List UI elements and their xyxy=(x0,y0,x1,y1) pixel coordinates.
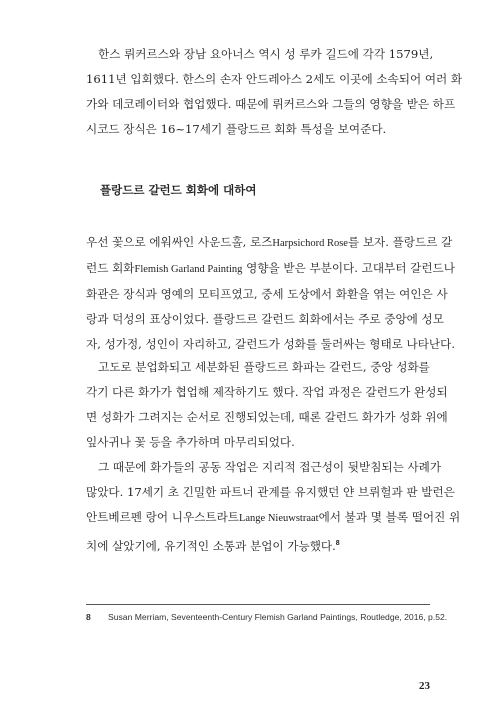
text-line: 랑과 덕성의 표상이었다. 플랑드르 갈런드 회화에서는 주로 중앙에 성모 xyxy=(86,312,444,326)
footnote-reference[interactable]: 8 xyxy=(335,540,340,547)
text-line: 화관은 장식과 영예의 모티프였고, 중세 도상에서 화환을 엮는 여인은 사 xyxy=(86,287,448,301)
paragraph-3 xyxy=(86,455,461,559)
text-line xyxy=(86,531,430,559)
footnote xyxy=(86,612,448,622)
paragraph-2 xyxy=(86,355,448,455)
text-line xyxy=(86,230,453,256)
text-run: 우선 꽃으로 에워싸인 사운드홀, 로즈 xyxy=(86,235,273,249)
text-line: 한스 뤼커르스와 장남 요아너스 역시 성 루카 길드에 각각 1579년, xyxy=(98,47,434,61)
text-line: 많았다. 17세기 초 긴밀한 파트너 관계를 유지했던 얀 브뤼헐과 판 발런은 xyxy=(86,485,455,499)
text-line: 가와 데코레이터와 협업했다. 때문에 뤼커르스와 그들의 영향을 받은 하프 xyxy=(86,97,456,111)
text-run: 런드 회화 xyxy=(86,261,135,275)
text-run: 영향을 받은 부분이다. 고대부터 갈런드나 xyxy=(242,261,455,275)
text-line: 고도로 분업화되고 세분화된 플랑드르 화파는 갈런드, 중앙 성화를 xyxy=(98,360,430,374)
text-line xyxy=(86,256,455,282)
text-line xyxy=(86,505,461,531)
latin-term: Flemish Garland Painting xyxy=(134,264,243,275)
latin-term: Lange Nieuwstraat xyxy=(238,513,319,524)
footnote-number: 8 xyxy=(86,612,91,622)
text-line: 면 성화가 그려지는 순서로 진행되었는데, 때론 갈런드 화가가 성화 위에 xyxy=(86,410,448,424)
text-line: 자, 성가정, 성인이 자리하고, 갈런드가 성화를 둘러싸는 형태로 나타난다. xyxy=(86,337,456,351)
footnote-text: Susan Merriam, Seventeenth-Century Flemish Garland Paintings, Routledge, 2016, p.52. xyxy=(108,612,448,622)
paragraph-1 xyxy=(86,230,456,357)
latin-term: Harpsichord Rose xyxy=(272,238,348,249)
text-line: 잎사귀나 꽃 등을 추가하며 마무리되었다. xyxy=(86,435,295,449)
text-run: 를 보자. 플랑드르 갈 xyxy=(347,235,453,249)
section-heading: 플랑드르 갈런드 회화에 대하여 xyxy=(100,183,257,197)
text-line: 각기 다른 화가가 협업해 제작하기도 했다. 작업 과정은 갈런드가 완성되 xyxy=(86,385,448,399)
text-run: 안트베르펜 랑어 니우스트라트 xyxy=(86,510,239,524)
text-run: 치에 살았기에, 유기적인 소통과 분업이 가능했다. xyxy=(86,538,336,553)
text-line: 1611년 입회했다. 한스의 손자 안드레아스 2세도 이곳에 소속되어 여러 화 xyxy=(86,72,463,86)
text-line: 시코드 장식은 16~17세기 플랑드르 회화 특성을 보여준다. xyxy=(86,122,387,136)
intro-paragraph xyxy=(86,42,463,142)
text-run: 에서 불과 몇 블록 떨어진 위 xyxy=(318,510,461,524)
page-number: 23 xyxy=(419,680,430,692)
footnote-divider xyxy=(86,604,430,605)
text-line: 그 때문에 화가들의 공동 작업은 지리적 접근성이 뒷받침되는 사례가 xyxy=(98,460,442,474)
